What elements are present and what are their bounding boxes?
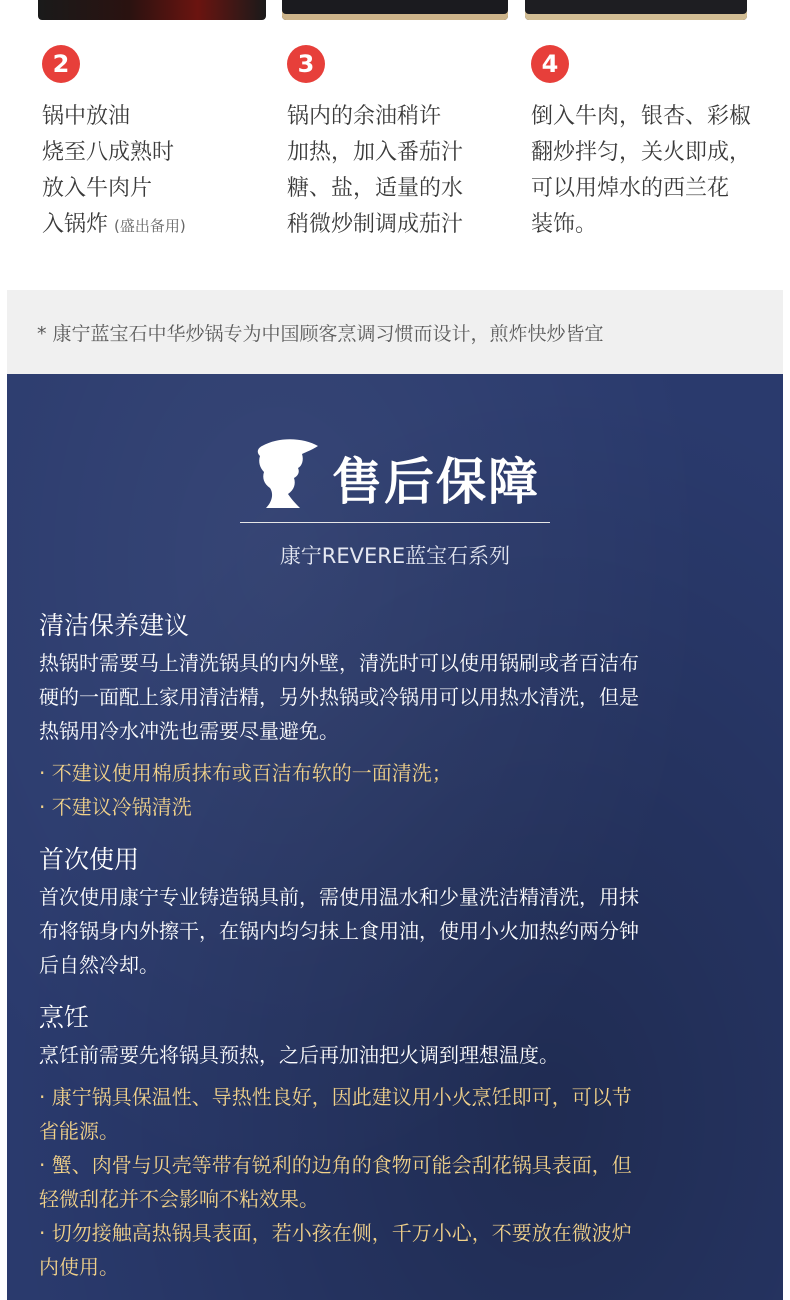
section-heading: 烹饪 [39, 1003, 90, 1032]
tip-bullet: · 康宁锅具保温性、导热性良好，因此建议用小火烹饪即可，可以节 [39, 1085, 632, 1109]
design-note-bar [7, 290, 783, 374]
section-body-line: 首次使用康宁专业铸造锅具前，需使用温水和少量洗洁精清洗，用抹 [39, 885, 639, 909]
tip-bullet: 内使用。 [39, 1255, 119, 1279]
revere-silhouette-logo-icon [252, 432, 324, 512]
section-heading: 清洁保养建议 [39, 611, 190, 640]
section-body-line: 烹饪前需要先将锅具预热，之后再加油把火调到理想温度。 [39, 1043, 559, 1067]
section-body-line: 布将锅身内外擦干，在锅内均匀抹上食用油，使用小火加热约两分钟 [39, 919, 639, 943]
step-note: (盛出备用) [114, 217, 186, 235]
service-title: 售后保障 [332, 453, 540, 511]
tip-bullet: · 不建议冷锅清洗 [39, 795, 192, 819]
step-number-badge: 2 [42, 45, 80, 83]
after-sales-section [7, 374, 783, 1300]
step-text-line: 倒入牛肉，银杏、彩椒 [531, 104, 752, 129]
step-text-line: 可以用焯水的西兰花 [531, 176, 730, 201]
step-text-line: 放入牛肉片 [42, 176, 153, 201]
step-4 [531, 45, 751, 243]
section-body-line: 热锅时需要马上清洗锅具的内外壁，清洗时可以使用锅刷或者百洁布 [39, 651, 639, 675]
tip-bullet: · 蟹、肉骨与贝壳等带有锐利的边角的食物可能会刮花锅具表面，但 [39, 1153, 632, 1177]
care-content [39, 606, 759, 1284]
step-text-line: 糖、盐，适量的水 [287, 176, 464, 201]
step-3 [287, 45, 463, 243]
title-divider [240, 522, 550, 523]
design-note-text: * 康宁蓝宝石中华炒锅专为中国顾客烹调习惯而设计，煎炸快炒皆宜 [37, 322, 604, 345]
tip-bullet: · 不建议使用棉质抹布或百洁布软的一面清洗； [39, 761, 452, 785]
recipe-steps [0, 0, 790, 290]
step-photo-1 [38, 0, 266, 20]
step-2 [42, 45, 186, 244]
step-text-line: 锅内的余油稍许 [287, 104, 442, 129]
tip-bullet: 轻微刮花并不会影响不粘效果。 [39, 1187, 319, 1211]
step-text-line: 装饰。 [531, 212, 598, 237]
step-text-line [42, 207, 186, 244]
step-number-badge: 3 [287, 45, 325, 83]
step-number-badge: 4 [531, 45, 569, 83]
section-heading: 首次使用 [39, 845, 140, 874]
service-subtitle: 康宁REVERE蓝宝石系列 [279, 544, 511, 568]
section-body-line: 硬的一面配上家用清洁精，另外热锅或冷锅用可以用热水清洗，但是 [39, 685, 639, 709]
step-text-line: 翻炒拌匀，关火即成， [531, 140, 752, 165]
step-text: 入锅炸 [42, 212, 109, 237]
tip-bullet: 省能源。 [39, 1119, 119, 1143]
step-text-line: 锅中放油 [42, 104, 131, 129]
step-text-line: 烧至八成熟时 [42, 140, 175, 165]
step-photo-3 [525, 0, 747, 20]
section-body-line: 后自然冷却。 [39, 953, 159, 977]
tip-bullet: · 切勿接触高热锅具表面，若小孩在侧，千万小心，不要放在微波炉 [39, 1221, 632, 1245]
step-photo-2 [282, 0, 508, 20]
step-text-line: 稍微炒制调成茄汁 [287, 212, 464, 237]
step-text-line: 加热，加入番茄汁 [287, 140, 464, 165]
section-body-line: 热锅用冷水冲洗也需要尽量避免。 [39, 719, 339, 743]
